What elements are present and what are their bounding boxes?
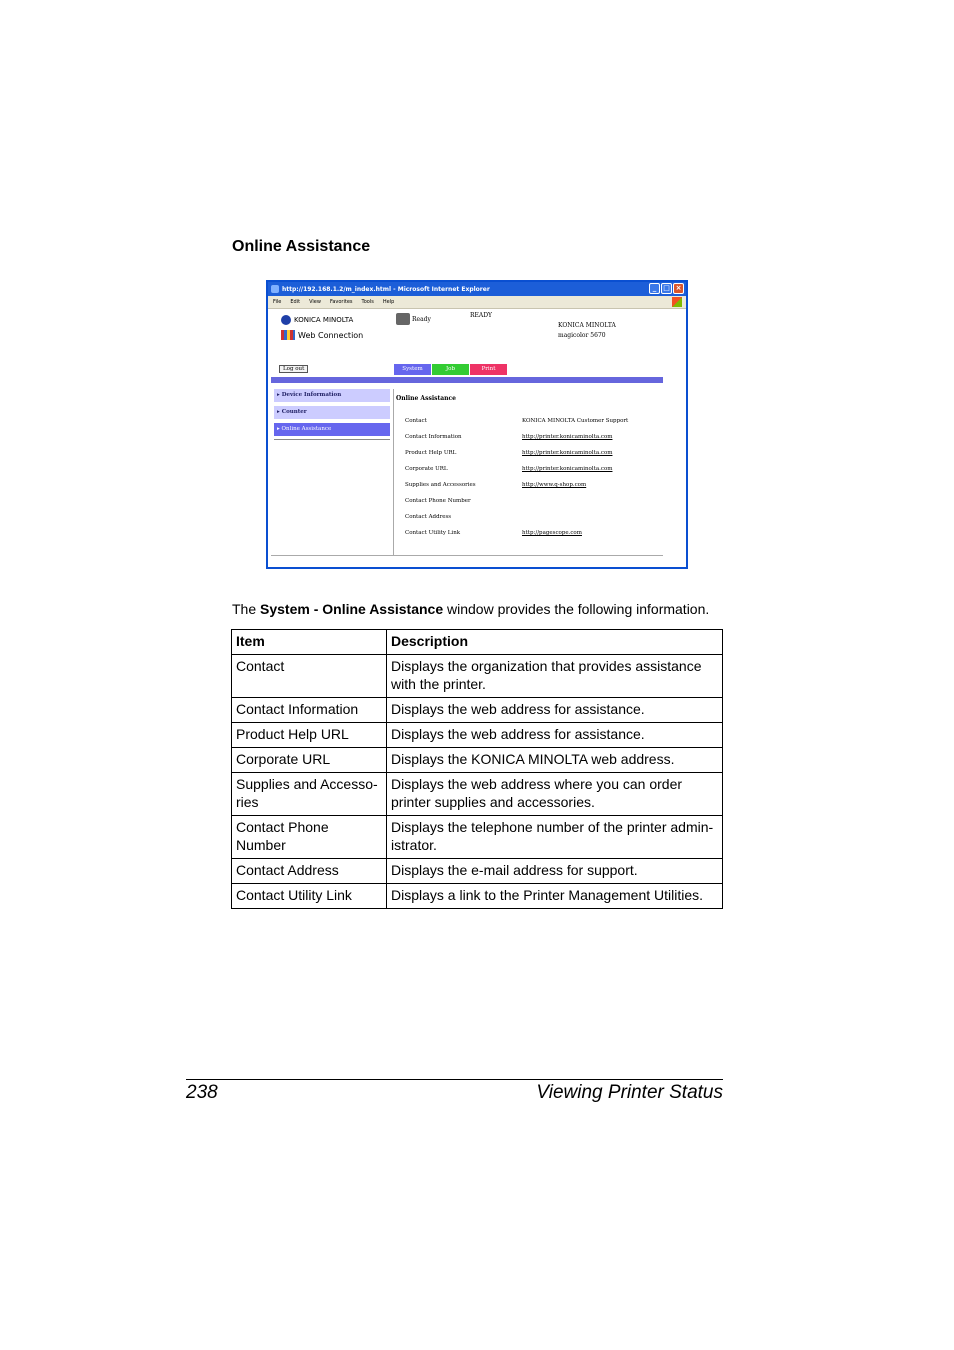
menu-help[interactable]: Help [382, 299, 395, 305]
panel-divider [393, 389, 394, 555]
table-row: Contact Utility Link Displays a link to the Printer Management Utilities. [232, 884, 723, 909]
corporate-link[interactable]: http://printer.konicaminolta.com [522, 466, 613, 472]
menu-file[interactable]: File [273, 299, 282, 305]
footer-divider [271, 555, 663, 556]
maximize-icon[interactable]: □ [661, 283, 672, 294]
table-row: Supplies and Accesso-ries Displays the web address where you can order printer supplies and accessories. [232, 773, 723, 816]
sidebar-item-device-information[interactable]: ▸ Device Information [274, 389, 390, 402]
table-row: Contact Phone Number Displays the telephone number of the printer admin-istrator. [232, 816, 723, 859]
printer-icon [396, 313, 410, 325]
supplies-link[interactable]: http://www.q-shop.com [522, 482, 587, 488]
close-icon[interactable]: × [673, 283, 684, 294]
status-text: READY [470, 312, 493, 319]
page-number: 238 [186, 1082, 218, 1103]
tab-print[interactable]: Print [470, 364, 507, 375]
assistance-rows [405, 418, 675, 546]
product-help-link[interactable]: http://printer.konicaminolta.com [522, 450, 613, 456]
menu-view[interactable]: View [309, 299, 321, 305]
tab-bar [394, 364, 507, 375]
list-item: Product Help URL http://printer.konicaminolta.com [405, 450, 613, 456]
model-brand: KONICA MINOLTA [558, 322, 616, 329]
sidebar [274, 389, 390, 440]
footer-rule [186, 1079, 723, 1080]
menu-favorites[interactable]: Favorites [329, 299, 353, 305]
konica-logo: KONICA MINOLTA [281, 315, 353, 325]
list-item: Contact Phone Number [405, 498, 471, 504]
list-item: Contact Information http://printer.konicaminolta.com [405, 434, 613, 440]
konica-globe-icon [281, 315, 291, 325]
sidebar-divider [274, 439, 390, 440]
web-page-content [268, 309, 686, 568]
sidebar-item-counter[interactable]: ▸ Counter [274, 406, 390, 419]
list-item: Corporate URL http://printer.konicaminolta.com [405, 466, 613, 472]
utility-link[interactable]: http://pagescope.com [522, 530, 582, 536]
model-name: magicolor 5670 [558, 332, 606, 339]
table-row: Product Help URL Displays the web address for assistance. [232, 723, 723, 748]
window-title: http://192.168.1.2/m_index.html - Microsoft Internet Explorer [282, 285, 490, 293]
logout-button[interactable]: Log out [279, 365, 308, 373]
list-item: Contact KONICA MINOLTA Customer Support [405, 418, 629, 424]
pagescope-icon [281, 330, 295, 340]
status-icon-label: Ready [412, 316, 431, 323]
list-item: Supplies and Accessories http://www.q-shop.com [405, 482, 587, 488]
list-item: Contact Utility Link http://pagescope.com [405, 530, 582, 536]
minimize-icon[interactable]: _ [649, 283, 660, 294]
header-divider [271, 377, 663, 383]
running-footer-title: Viewing Printer Status [536, 1082, 723, 1103]
section-heading: Online Assistance [232, 238, 371, 255]
table-row: Contact Displays the organization that provides assistance with the printer. [232, 655, 723, 698]
sidebar-item-online-assistance[interactable]: ▸ Online Assistance [274, 423, 390, 436]
table-header-row [232, 630, 723, 655]
ie-icon [271, 285, 279, 293]
menu-tools[interactable]: Tools [361, 299, 374, 305]
browser-screenshot [266, 280, 688, 569]
tab-job[interactable]: Job [432, 364, 469, 375]
table-row: Contact Information Displays the web address for assistance. [232, 698, 723, 723]
column-header-item: Item [232, 630, 387, 655]
window-titlebar [268, 282, 686, 296]
windows-logo-icon [672, 297, 682, 307]
table-row: Corporate URL Displays the KONICA MINOLTA web address. [232, 748, 723, 773]
tab-system[interactable]: System [394, 364, 431, 375]
list-item: Contact Address [405, 514, 452, 520]
panel-title: Online Assistance [396, 395, 456, 402]
menu-bar [268, 296, 686, 309]
pagescope-logo: Web Connection [281, 330, 363, 340]
menu-edit[interactable]: Edit [290, 299, 301, 305]
table-row: Contact Address Displays the e-mail address for support. [232, 859, 723, 884]
column-header-description: Description [387, 630, 723, 655]
contact-info-link[interactable]: http://printer.konicaminolta.com [522, 434, 613, 440]
description-table [231, 629, 723, 909]
intro-paragraph: The System - Online Assistance window provides the following information. [232, 601, 710, 617]
